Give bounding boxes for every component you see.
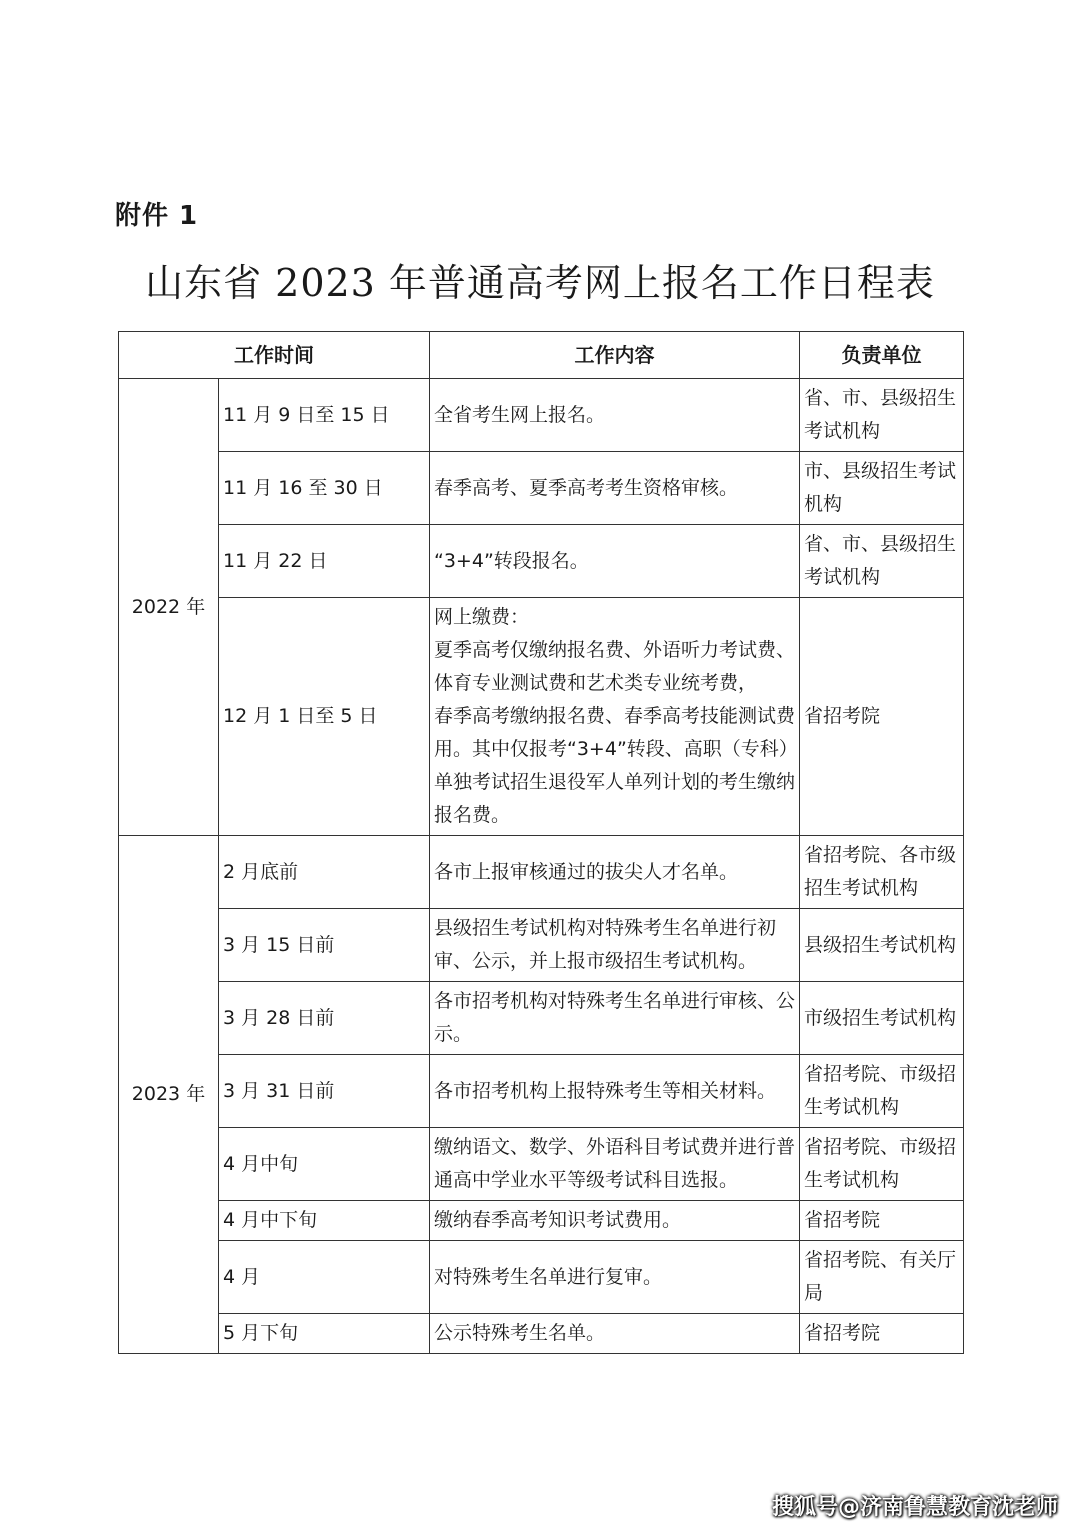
content-cell: 各市上报审核通过的拔尖人才名单。 [430,836,800,909]
table-header-row [119,332,964,379]
table-row [119,1055,964,1128]
unit-cell: 省招考院 [800,1314,964,1354]
column-header-content: 工作内容 [430,332,800,379]
table-row [119,982,964,1055]
time-cell: 4 月中旬 [219,1128,430,1201]
table-row [119,1314,964,1354]
content-cell: 公示特殊考生名单。 [430,1314,800,1354]
unit-cell: 省招考院、市级招生考试机构 [800,1055,964,1128]
column-header-time: 工作时间 [119,332,430,379]
table-row [119,836,964,909]
unit-cell: 省、市、县级招生考试机构 [800,525,964,598]
watermark: 搜狐号@济南鲁慧教育沈老师 [771,1495,1058,1520]
table-row [119,909,964,982]
unit-cell: 市、县级招生考试机构 [800,452,964,525]
content-cell: 各市招考机构对特殊考生名单进行审核、公示。 [430,982,800,1055]
time-cell: 4 月 [219,1241,430,1314]
year-cell: 2022 年 [119,379,219,836]
schedule-body [119,379,964,1354]
time-cell: 3 月 15 日前 [219,909,430,982]
table-row [119,1241,964,1314]
content-cell: “3+4”转段报名。 [430,525,800,598]
unit-cell: 省招考院、市级招生考试机构 [800,1128,964,1201]
unit-cell: 省招考院 [800,1201,964,1241]
time-cell: 2 月底前 [219,836,430,909]
year-cell: 2023 年 [119,836,219,1354]
content-cell: 对特殊考生名单进行复审。 [430,1241,800,1314]
unit-cell: 省招考院、有关厅局 [800,1241,964,1314]
time-cell: 5 月下旬 [219,1314,430,1354]
time-cell: 3 月 28 日前 [219,982,430,1055]
content-cell: 春季高考、夏季高考考生资格审核。 [430,452,800,525]
content-cell: 县级招生考试机构对特殊考生名单进行初审、公示，并上报市级招生考试机构。 [430,909,800,982]
content-cell: 全省考生网上报名。 [430,379,800,452]
table-row [119,1201,964,1241]
table-row [119,379,964,452]
unit-cell: 省招考院 [800,598,964,836]
unit-cell: 市级招生考试机构 [800,982,964,1055]
time-cell: 3 月 31 日前 [219,1055,430,1128]
content-cell: 网上缴费： 夏季高考仅缴纳报名费、外语听力考试费、体育专业测试费和艺术类专业统考费， 春季高考缴纳报名费、春季高考技能测试费用。其中仅报考“3+4”转段、高职（专科）单独考试招生退役军人单列计划的考生缴纳报名费。 [430,598,800,836]
table-row [119,1128,964,1201]
page-title: 山东省 2023 年普通高考网上报名工作日程表 [145,261,935,305]
time-cell: 11 月 16 至 30 日 [219,452,430,525]
unit-cell: 县级招生考试机构 [800,909,964,982]
content-cell: 缴纳语文、数学、外语科目考试费并进行普通高中学业水平等级考试科目选报。 [430,1128,800,1201]
attachment-label: 附件 1 [115,201,199,231]
time-cell: 11 月 22 日 [219,525,430,598]
unit-cell: 省招考院、各市级招生考试机构 [800,836,964,909]
content-cell: 缴纳春季高考知识考试费用。 [430,1201,800,1241]
time-cell: 12 月 1 日至 5 日 [219,598,430,836]
column-header-unit: 负责单位 [800,332,964,379]
table-row [119,598,964,836]
time-cell: 4 月中下旬 [219,1201,430,1241]
table-row [119,452,964,525]
time-cell: 11 月 9 日至 15 日 [219,379,430,452]
unit-cell: 省、市、县级招生考试机构 [800,379,964,452]
table-row [119,525,964,598]
content-cell: 各市招考机构上报特殊考生等相关材料。 [430,1055,800,1128]
schedule-table [118,331,964,1354]
